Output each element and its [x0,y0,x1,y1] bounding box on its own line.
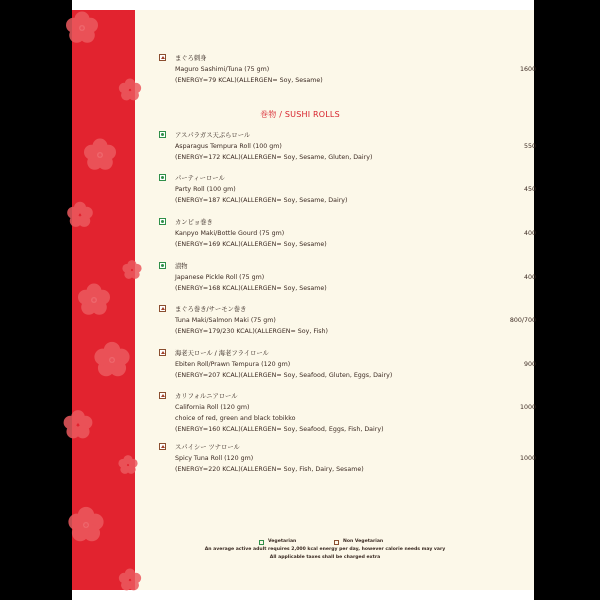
item-price: 1000 [519,404,536,411]
item-price: 400 [523,274,536,281]
item-japanese-name: まぐろ刺身 [175,55,207,62]
item-name: Japanese Pickle Roll (75 gm) [175,274,265,281]
item-name: California Roll (120 gm) [175,404,250,411]
non-veg-icon [159,443,166,450]
item-price: 450 [523,186,536,193]
item-nutrition-info: (ENERGY=220 KCAL)(ALLERGEN= Soy, Fish, Dairy, Sesame) [175,466,364,473]
legend-diet-row [160,538,490,546]
menu-item [160,391,536,435]
item-price: 550 [523,143,536,150]
item-name: Party Roll (100 gm) [175,186,236,193]
item-nutrition-info: (ENERGY=79 KCAL)(ALLERGEN= Soy, Sesame) [175,77,323,84]
item-description: choice of red, green and black tobikko [175,415,296,422]
item-japanese-name: 漬物 [175,263,188,270]
menu-item [160,53,536,86]
non-veg-icon [159,305,166,312]
item-nutrition-info: (ENERGY=207 KCAL)(ALLERGEN= Soy, Seafood, Gluten, Eggs, Dairy) [175,372,393,379]
menu-item [160,304,536,337]
non-veg-icon [159,54,166,61]
non-veg-icon [159,392,166,399]
item-nutrition-info: (ENERGY=160 KCAL)(ALLERGEN= Soy, Seafood, Eggs, Fish, Dairy) [175,426,384,433]
tax-note: All applicable taxes shall be charged extra [269,555,381,560]
item-price: 900 [523,361,536,368]
veg-icon [259,540,264,545]
non-veg-icon [159,349,166,356]
menu-item [160,261,536,294]
item-japanese-name: スパイシー ツナロール [175,444,240,451]
item-nutrition-info: (ENERGY=169 KCAL)(ALLERGEN= Soy, Sesame) [175,241,327,248]
item-name: Ebiten Roll/Prawn Tempura (120 gm) [175,361,291,368]
menu-item [160,348,536,381]
item-japanese-name: 海老天ロール / 海老フライロール [175,350,269,357]
legend-veg-label: Vegetarian [268,539,297,544]
item-price: 800/700 [509,317,536,324]
item-nutrition-info: (ENERGY=179/230 KCAL)(ALLERGEN= Soy, Fish) [175,328,329,335]
item-nutrition-info: (ENERGY=172 KCAL)(ALLERGEN= Soy, Sesame, Gluten, Dairy) [175,154,373,161]
item-nutrition-info: (ENERGY=168 KCAL)(ALLERGEN= Soy, Sesame) [175,285,327,292]
item-price: 1600 [519,66,536,73]
item-japanese-name: パーティーロール [175,175,225,182]
menu-item [160,130,536,163]
item-japanese-name: まぐろ巻き/サーモン巻き [175,306,247,313]
non-veg-icon [334,540,339,545]
legend-nonveg-label: Non Vegetarian [343,539,384,544]
menu-item [160,442,536,475]
left-black-border [0,0,72,600]
calorie-note: An average active adult requires 2,000 kcal energy per day, however calorie needs may vary [204,547,446,552]
veg-icon [159,218,166,225]
item-name: Kanpyo Maki/Bottle Gourd (75 gm) [175,230,285,237]
decorative-red-ribbon [72,10,135,590]
menu-content [160,10,536,590]
item-nutrition-info: (ENERGY=187 KCAL)(ALLERGEN= Soy, Sesame, Dairy) [175,197,348,204]
section-title: 巻物 / SUSHI ROLLS [260,110,340,119]
veg-icon [159,131,166,138]
item-japanese-name: カリフォルニアロール [175,393,238,400]
sakura-flower-pattern [72,10,135,590]
item-price: 400 [523,230,536,237]
veg-icon [159,174,166,181]
menu-item [160,173,536,206]
legend-footer [160,538,490,562]
item-japanese-name: カンピョ巻き [175,219,213,226]
item-japanese-name: アスパラガス天ぷらロール [175,132,251,139]
menu-page [72,10,534,590]
item-name: Tuna Maki/Salmon Maki (75 gm) [175,317,276,324]
item-price: 1000 [519,455,536,462]
item-name: Asparagus Tempura Roll (100 gm) [175,143,282,150]
right-black-border [534,0,600,600]
item-name: Maguro Sashimi/Tuna (75 gm) [175,66,270,73]
menu-item [160,217,536,250]
veg-icon [159,262,166,269]
item-name: Spicy Tuna Roll (120 gm) [175,455,254,462]
